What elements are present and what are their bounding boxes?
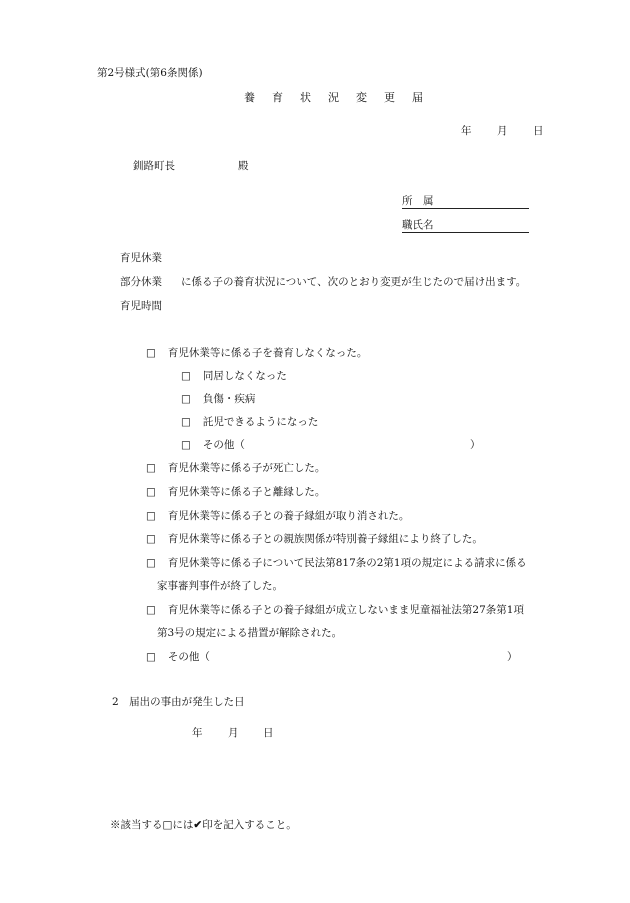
- option-item: [146, 556, 527, 570]
- checkbox[interactable]: □: [146, 604, 156, 616]
- option-item: [146, 509, 409, 523]
- intro-statement: に係る子の養育状況について、次のとおり変更が生じたので届け出ます。: [181, 276, 527, 288]
- option-item: [146, 461, 325, 475]
- footer-note-prefix: ※該当する□には: [110, 819, 194, 831]
- addressee-honorific: 殿: [238, 160, 249, 172]
- title-char: 況: [328, 91, 339, 104]
- check-mark-icon: ✔: [193, 819, 203, 831]
- title-char: 変: [356, 91, 367, 104]
- option-item: [146, 603, 524, 617]
- option-item: [146, 650, 210, 664]
- option-text: 負傷・疾病: [202, 393, 256, 405]
- checkbox[interactable]: □: [181, 439, 191, 451]
- leave-type-childcare: 育児休業: [120, 252, 162, 264]
- option-item: [146, 532, 483, 546]
- option-text-continued: 家事審判事件が終了した。: [157, 580, 283, 592]
- date-day-label: 日: [533, 125, 544, 137]
- section2-heading: 2 届出の事由が発生した日: [112, 696, 245, 708]
- option-item: [181, 392, 255, 406]
- date-month-label: 月: [497, 125, 508, 137]
- option-text: 育児休業等に係る子との養子縁組が取り消された。: [167, 510, 410, 522]
- footer-note-suffix: 印を記入すること。: [202, 819, 297, 831]
- option-text: 育児休業等に係る子との養子縁組が成立しないまま児童福祉法第27条第1項: [167, 604, 524, 616]
- option-item: [146, 485, 325, 499]
- form-title: [244, 91, 423, 105]
- affiliation-label: 所 属: [402, 195, 434, 207]
- title-char: 状: [300, 91, 311, 104]
- checkbox[interactable]: □: [146, 510, 156, 522]
- checkbox[interactable]: □: [181, 370, 191, 382]
- title-char: 養: [244, 91, 255, 104]
- option-text: 託児できるようになった: [202, 416, 319, 428]
- option-text: その他（: [167, 651, 210, 663]
- option-text: 育児休業等に係る子と離縁した。: [167, 486, 326, 498]
- title-char: 更: [384, 91, 395, 104]
- checkbox[interactable]: □: [146, 651, 156, 663]
- section2-day-label: 日: [263, 727, 274, 739]
- option-close-paren: ）: [470, 439, 481, 451]
- affiliation-field[interactable]: [402, 208, 529, 209]
- option-text: 育児休業等に係る子を養育しなくなった。: [167, 347, 368, 359]
- option-text: 育児休業等に係る子との親族関係が特別養子縁組により終了した。: [167, 533, 483, 545]
- checkbox[interactable]: □: [146, 462, 156, 474]
- checkbox[interactable]: □: [146, 486, 156, 498]
- checkbox[interactable]: □: [146, 557, 156, 569]
- checkbox[interactable]: □: [146, 347, 156, 359]
- option-text-continued: 第3号の規定による措置が解除された。: [157, 627, 343, 639]
- checkbox[interactable]: □: [181, 416, 191, 428]
- option-item: [181, 415, 318, 429]
- section2-month-label: 月: [228, 727, 239, 739]
- checkbox[interactable]: □: [181, 393, 191, 405]
- option-text: その他（: [202, 439, 245, 451]
- option-text: 同居しなくなった: [202, 370, 287, 382]
- form-number: 第2号様式(第6条関係): [97, 67, 203, 79]
- date-year-label: 年: [461, 125, 472, 137]
- option-text: 育児休業等に係る子について民法第817条の2第1項の規定による請求に係る: [167, 557, 527, 569]
- title-char: 育: [272, 91, 283, 104]
- name-field[interactable]: [402, 232, 529, 233]
- leave-type-partial: 部分休業: [120, 276, 162, 288]
- leave-type-hours: 育児時間: [120, 300, 162, 312]
- option-item: [146, 346, 367, 360]
- option-text: 育児休業等に係る子が死亡した。: [167, 462, 326, 474]
- option-close-paren: ）: [507, 651, 518, 663]
- option-item: [181, 369, 287, 383]
- footer-note: [110, 818, 297, 832]
- title-char: 届: [412, 91, 423, 104]
- name-label: 職氏名: [402, 219, 434, 231]
- checkbox[interactable]: □: [146, 533, 156, 545]
- section2-year-label: 年: [192, 727, 203, 739]
- option-item: [181, 438, 245, 452]
- addressee-name: 釧路町長: [133, 160, 175, 172]
